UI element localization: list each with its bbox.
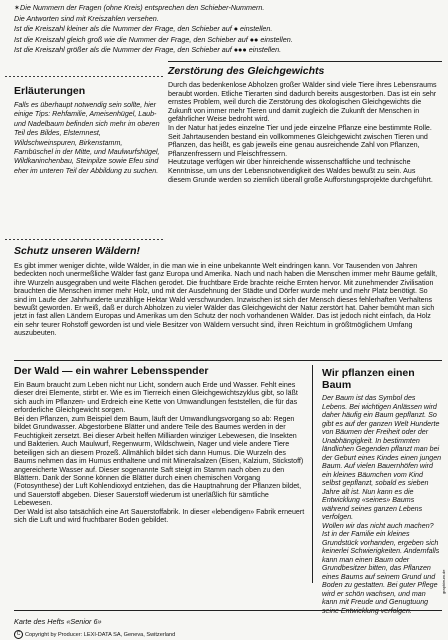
intro-line: Die Antworten sind mit Kreiszahlen versehen. (14, 13, 159, 23)
dotted-divider (4, 75, 164, 78)
paragraph: Heutzutage verfügen wir über hinreichende wissenschaftliche und technische Kenntnisse, um uns der Lebensnotwendigkeit des Waldes bewußt zu sein. Aus diesem Grunde werden so ziemlich überall große Aufforstungsprojekte durchgeführt. (168, 158, 433, 184)
divider (14, 610, 442, 611)
divider (14, 360, 442, 361)
baum-heading: Wir pflanzen einen Baum (322, 367, 415, 391)
column-divider (312, 365, 313, 583)
paragraph: Der Baum ist das Symbol des Lebens. Bei wichtigen Anlässen wird daher häufig ein Baum gepflanzt. So gibt es auf der ganzen Welt Hunderte von Bäumen der Freiheit oder der Unabhängigkeit. In bestimmten ländlichen Gegenden pflanzt man bei der Geburt eines Kindes einen jungen Baum. Auf vielen Bauernhöfen wird ein kleines Bäumchen vom Kind selbst gepflanzt, sobald es sieben Jahre alt ist. Nun kann es die Entwicklung «seines» Baums während seines ganzen Lebens verfolgen. (322, 394, 442, 521)
zerstoerung-heading: Zerstörung des Gleichgewichts (168, 65, 325, 77)
side-mark: graphieum.de (441, 569, 446, 594)
copyright-icon: C (14, 630, 23, 639)
divider (168, 61, 442, 62)
schutz-heading: Schutz unseren Wäldern! (14, 245, 141, 257)
zerstoerung-body (168, 81, 440, 184)
schutz-text: Es gibt immer weniger dichte, wilde Wälder, in die man wie in eine unbekannte Welt eindringen kann. Vor Tausenden von Jahren bedeckten noch unermeßliche Wälder fast ganz Europa und Amerika. Nach und nach haben die Menschen immer mehr Bäume gefällt, ihre Wurzeln ausgegraben und weite Flächen gerodet. Die fruchtbare Erde brachte reiche Ernten hervor. Mit zunehmender Zivilisation brauchten die Menschen immer mehr Holz, und mit der Ausdehnung der Städte und Dörfer wurde mehr und mehr Platz benötigt. So sind im Laufe der Jahrhunderte unzählige Hektar Wald verschwunden. Inzwischen ist sich der Mensch dieses fehlerhaften Verhaltens bewußt geworden. Er weiß, daß er durch Abholzen zu vieler Wälder das Gleichgewicht der Natur zerstört hat. Daher bemüht man sich jetzt in fast allen Ländern Europas und Amerikas um den Schutz der noch vorhandenen Wälder. Das ist jedoch nicht einfach, da Holz ein sehr teurer Rohstoff geworden ist und viele Besitzer von Wäldern versucht sind, ihren Reichtum in größtmöglichem Umfang auszubeuten. (14, 262, 438, 338)
copyright-text: Copyright by Producer: LEXI-DATA SA, Geneva, Switzerland (25, 631, 176, 638)
paragraph: Ein Baum braucht zum Leben nicht nur Licht, sondern auch Erde und Wasser. Fehlt eines dieser drei Elemente, stirbt er. Wie es im Tierreich einen Gleichgewichtszyklus gibt, so läßt sich auch im Pflanzen- und Erdreich eine Kette von Umwandlungen feststellen, die für das erforderliche Gleichgewicht sorgen. (14, 381, 298, 415)
wald-body (14, 381, 306, 525)
copyright-line (14, 630, 175, 639)
dotted-divider (4, 238, 164, 241)
paragraph: In der Natur hat jedes einzelne Tier und jede einzelne Pflanze eine bestimmte Rolle. Seit Jahrtausenden bestand ein vollkommenes Gleichgewicht zwischen Tieren und Pflanzen, das heißt, es gab jeweils eine genau ausreichende Zahl von Pflanzen, Pflanzenfressern und Fleischfressern. (168, 123, 432, 158)
intro-instructions (14, 3, 434, 56)
intro-line: Ist die Kreiszahl gleich groß wie die Nummer der Frage, den Schieber auf ●● einstellen. (14, 34, 293, 44)
paragraph: Wollen wir das nicht auch machen? Ist in der Familie ein kleines Grundstück vorhanden, ergeben sich keinerlei Schwierigkeiten. Andernfalls kann man einen Baum oder Grundbesitzer bitten, das Pflanzen eines Baums auf seinem Grund und Boden zu gestatten. Bei guter Pflege wird er schön wachsen, und man kann mit Freude und Genugtuung seine Entwicklung verfolgen. (322, 521, 440, 615)
card-caption: Karte des Hefts «Senior 6» (14, 617, 102, 626)
erlaeuterungen-text: Falls es überhaupt notwendig sein sollte, hier einige Tips: Rehfamilie, Ameisenhügel, Laub- und Nadelbaum befinden sich mehr im oberen Teil des Bildes, Elsternnest, Wildschweinspuren, Birkenstamm, Farnbüschel in der Mitte, und Maulwurfshügel, Wildkaninchenbau, Steinpilze sowie Efeu sind eher im unteren Teil der Abbildung zu suchen. (14, 101, 160, 175)
paragraph: Durch das bedenkenlose Abholzen großer Wälder sind viele Tiere ihres Lebensraums beraubt worden. Etliche Tierarten sind dadurch bereits ausgestorben. Das ist ein sehr ernstes Problem, weil durch die Zerstörung des ökologischen Gleichgewichts die Zukunft von immer mehr Tieren und damit zugleich die Zukunft der Menschen in gefährlicher Weise bedroht wird. (168, 81, 437, 124)
intro-line: Ist die Kreiszahl größer als die Nummer der Frage, den Schieber auf ●●● einstellen. (14, 45, 282, 55)
paragraph: Der Wald ist also tatsächlich eine Art Sauerstoffabrik. In dieser «lebendigen» Fabrik erneuert sich die Luft und wird fruchtbarer Boden gebildet. (14, 507, 305, 525)
intro-line: ✶ Die Nummern der Fragen (ohne Kreis) entsprechen den Schieber-Nummern. (14, 3, 434, 14)
baum-body (322, 394, 442, 615)
paragraph: Bei den Pflanzen, zum Beispiel dem Baum, läuft der Umwandlungsvorgang so ab: Regen bildet Grundwasser. Abgestorbene Blätter und andere Teile des Baumes werden in der Feuchtigkeit zersetzt. Bei dieser Arbeit helfen Milliarden winziger Lebewesen, die Insekten und Bakterien. Auch Maulwurf, Regenwurm, Wildschwein, Nager und viele andere Tiere beteiligen sich an diesem Prozeß. Allmählich bildet sich dann Humus. Die Wurzeln des Baums nehmen das im Humus enthaltene und mit Mineralsalzen (Eisen, Kalzium, Stickstoff) angereicherte Wasser auf. Dieser sogenannte Saft steigt im Stamm nach oben zu den Blättern. Dank der Sonne können die Blätter durch einen chemischen Vorgang (Fotosynthese) der Luft Kohlendioxyd entziehen, das die Hauptnahrung der Pflanzen bildet, und Sauerstoff abgeben. Dieser Sauerstoff wiederum ist unerläßlich für sämtliche Lebewesen. (14, 414, 304, 508)
erlaeuterungen-heading: Erläuterungen (14, 85, 86, 97)
intro-line: Ist die Kreiszahl kleiner als die Nummer der Frage, den Schieber auf ● einstellen. (14, 24, 273, 34)
wald-heading: Der Wald — ein wahrer Lebensspender (14, 365, 209, 377)
